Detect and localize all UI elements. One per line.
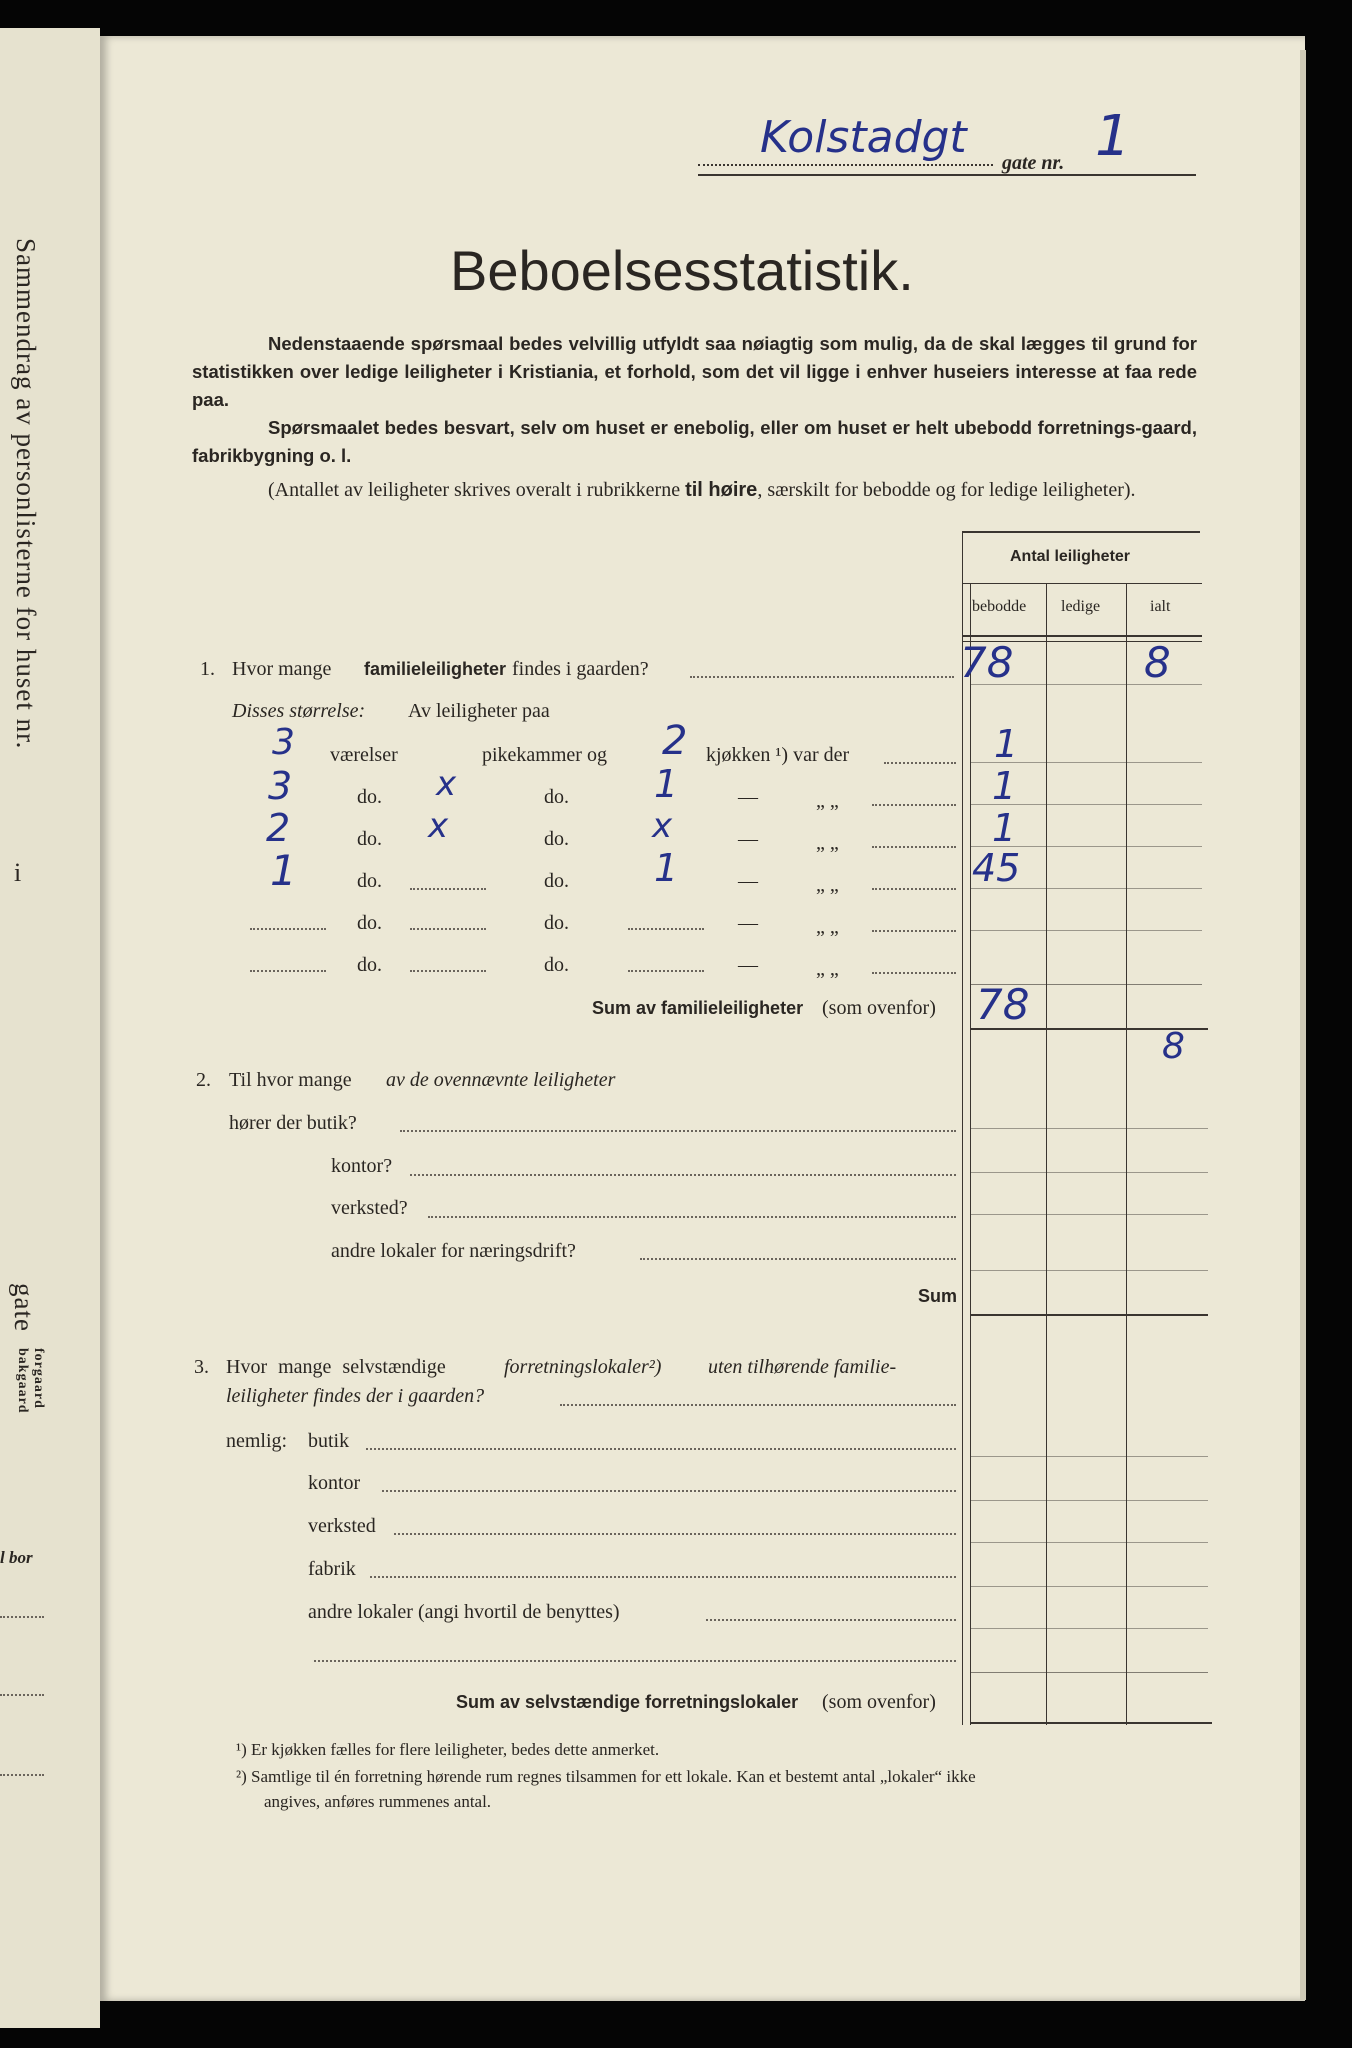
row-line [970,1500,1208,1501]
leader-dots [560,1404,956,1406]
dash: — [738,786,758,808]
table-bottom-line [970,1722,1212,1724]
kjokken-value: 1 [654,846,679,890]
sidebar-mark: i [14,858,22,887]
q2-butik: hører der butik? [229,1112,357,1134]
sheet-edge [1300,50,1306,2000]
dash: — [738,870,758,892]
do-label: do. [357,954,382,976]
sizes-label: Disses størrelse: [232,700,366,722]
ditto: „ „ [816,874,839,896]
bebodde-value: 45 [972,846,1021,890]
sidebar-dots-3 [0,1774,44,1776]
blank-dots [410,888,486,890]
footnote-2: ²) Samtlige til én forretning hørende rum regnes tilsammen for ett lokale. Kan et bestemt antal „lokaler“ ikke [236,1767,976,1786]
q1-sum-bebodde: 78 [976,980,1030,1029]
leader-dots [884,762,956,764]
kjokken-label: kjøkken ¹) var der [706,744,850,766]
col-ialt: ialt [1150,598,1171,615]
leader-dots [366,1448,956,1450]
row-line [970,1214,1208,1215]
leader-dots [872,846,956,848]
leader-dots [872,888,956,890]
q3-kontor: kontor [308,1472,361,1494]
q3-number: 3. [194,1356,209,1378]
q3-verksted: verksted [308,1515,376,1537]
table-header-title: Antal leiligheter [1010,548,1131,565]
leader-dots [394,1533,956,1535]
leader-dots [640,1258,956,1260]
do-label: do. [544,828,569,850]
bebodde-value: 1 [992,764,1017,808]
blank-dots [314,1660,956,1662]
intro-paragraph-1: Nedenstaaende spørsmaal bedes velvillig utfyldt saa nøiagtig som mulig, da de skal lægges til grund for statistikken over ledige leiligheter i Kristiania, et forhold, som det vil ligge i enhver huseiers interesse at faa rede paa. [192,333,1197,410]
q1-sum-label: Sum av familieleiligheter [592,998,804,1018]
do-label: do. [544,870,569,892]
leader-dots [400,1130,956,1132]
kjokken-value: 2 [662,718,688,764]
q3-andre: andre lokaler (angi hvortil de benyttes) [308,1601,620,1623]
q3-text-c: uten tilhørende familie- [708,1356,897,1378]
pikekammer-label: pikekammer og [482,744,607,766]
sidebar-forgaard: forgaard [31,1348,46,1409]
kjokken-value: x [652,806,673,846]
dash: — [738,828,758,850]
q1-number: 1. [200,658,215,680]
sidebar-gate: gate [9,1283,39,1332]
q3-fabrik: fabrik [308,1558,356,1580]
rooms-value: 3 [268,764,293,808]
leader-dots [706,1619,956,1621]
sidebar-title: Sammendrag av personlisterne for huset nr. [11,238,41,750]
ditto: „ „ [816,916,839,938]
row-line [970,1270,1208,1271]
bebodde-value: 1 [992,806,1017,850]
q3-sum-suffix: (som ovenfor) [822,1691,936,1713]
q1-text-c: findes i gaarden? [512,658,649,680]
q1-ialt-value: 8 [1144,638,1171,687]
dash: — [738,954,758,976]
row-line [970,1456,1208,1457]
row-line [970,1628,1208,1629]
ditto: „ „ [816,958,839,980]
blank-dots [628,970,704,972]
q1-sum-suffix: (som ovenfor) [822,997,936,1019]
q2-andre: andre lokaler for næringsdrift? [331,1240,576,1262]
sizes-text: Av leiligheter paa [408,700,550,722]
leader-dots [370,1576,956,1578]
q1-text-b: familieleiligheter [364,659,507,679]
q1-text-a: Hvor mange [232,658,332,680]
vaerelser-label: værelser [330,744,398,766]
q2-sum: Sum [918,1286,958,1306]
q3-sum-label: Sum av selvstændige forretningslokaler [456,1692,799,1712]
q3-text-d: leiligheter findes der i gaarden? [226,1385,485,1407]
blank-dots [250,970,326,972]
table-top-line [962,531,1200,533]
table-col-line-2 [1046,583,1047,1725]
blank-dots [410,928,486,930]
leader-dots [872,972,956,974]
ditto: „ „ [816,832,839,854]
leader-dots [872,930,956,932]
leader-dots [872,804,956,806]
table-col-line-3 [1126,583,1127,1725]
page-title: Beboelsesstatistik. [450,239,914,302]
rooms-value: 1 [270,846,297,895]
table-header-bottom [962,635,1202,637]
number-handwritten: 1 [1095,104,1131,169]
table-header-divider [962,583,1202,584]
street-handwritten: Kolstadgt [760,112,967,163]
q3-text-a: Hvor mange selvstændige [226,1356,446,1378]
q2-kontor: kontor? [331,1155,393,1177]
header-line [698,174,1196,176]
blank-dots [628,928,704,930]
do-label: do. [357,870,382,892]
rooms-value: 2 [266,806,291,850]
q1-sum-ialt: 8 [1162,1026,1185,1067]
footnote-3: angives, anføres rummenes antal. [264,1792,492,1811]
q3-text-b: forretningslokaler²) [504,1356,662,1378]
do-label: do. [357,828,382,850]
col-bebodde: bebodde [972,598,1027,615]
blank-dots [410,970,486,972]
col-ledige: ledige [1061,598,1101,615]
rooms-value: 3 [272,722,295,763]
do-label: do. [357,912,382,934]
row-line [970,1128,1208,1129]
q1-bebodde-value: 78 [960,638,1014,687]
do-label: do. [544,786,569,808]
intro-paragraph-2: Spørsmaalet bedes besvart, selv om huset er enebolig, eller om huset er helt ubebodd forretnings-gaard, fabrikbygning o. l. [192,417,1197,466]
street-line [698,164,993,166]
q3-nemlig: nemlig: [226,1430,288,1452]
sum2-line [970,1314,1208,1316]
pike-value: x [436,764,457,804]
leader-dots [428,1216,956,1218]
blank-dots [250,928,326,930]
table-col-line-1 [970,583,971,1725]
do-label: do. [544,912,569,934]
row-line [970,1542,1208,1543]
footnote-1: ¹) Er kjøkken fælles for flere leiligheter, bedes dette anmerket. [236,1740,660,1759]
sidebar-bakgaard: bakgaard [15,1348,30,1414]
bebodde-value: 1 [994,722,1019,766]
sidebar-dots-1 [0,1616,44,1618]
dash: — [738,912,758,934]
row-line [970,930,1202,931]
do-label: do. [357,786,382,808]
q2-text-a: Til hvor mange [229,1069,352,1091]
row-line [970,1172,1208,1173]
q2-text-b: av de ovennævnte leiligheter [386,1069,616,1091]
row-line [970,1586,1208,1587]
leader-dots [382,1490,956,1492]
ditto: „ „ [816,790,839,812]
leader-dots [690,676,954,678]
left-sheet [0,28,100,2028]
sidebar-bor: l bor [0,1548,33,1567]
intro-paragraph-3: (Antallet av leiligheter skrives overalt i rubrikkerne til høire, særskilt for bebodde og for ledige leiligheter). [268,479,1136,501]
do-label: do. [544,954,569,976]
table-left-line [962,531,963,1725]
q2-number: 2. [196,1069,211,1091]
row-line [970,1672,1208,1673]
pike-value: x [428,806,449,846]
leader-dots [410,1174,956,1176]
kjokken-value: 1 [654,762,679,806]
gate-label: gate nr. [1002,152,1065,174]
sidebar-dots-2 [0,1694,44,1696]
q2-verksted: verksted? [331,1197,408,1219]
q3-butik: butik [308,1430,350,1452]
